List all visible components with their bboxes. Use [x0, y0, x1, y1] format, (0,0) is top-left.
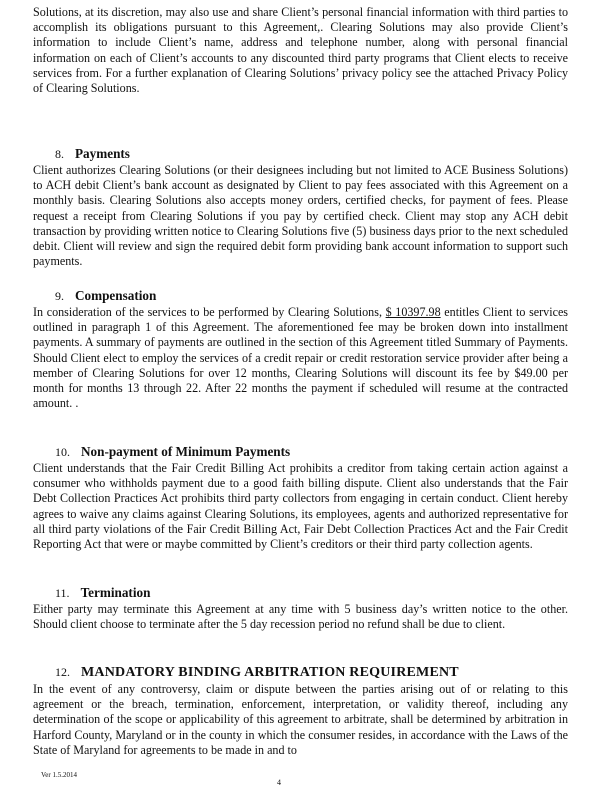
section-number: 10.	[55, 445, 70, 459]
intro-paragraph: Solutions, at its discretion, may also use and share Client’s personal financial information with third parties to accomplish its obligations pursuant to this Agreement,. Clearing Solutions may also provide Client’s information to include Client’s name, address and telephone number, along with personal financial information on each of Client’s accounts to any discounted third party programs that Client elects to receive services from. For a further explanation of Clearing Solutions’ privacy policy see the attached Privacy Policy of Clearing Solutions.	[33, 5, 568, 96]
section-heading	[33, 585, 568, 601]
fee-amount: $ 10397.98	[385, 305, 441, 319]
section-number: 8.	[55, 147, 64, 161]
section-arbitration	[33, 664, 568, 758]
section-title: Non-payment of Minimum Payments	[81, 444, 291, 459]
section-number: 9.	[55, 289, 64, 303]
section-paragraph: In the event of any controversy, claim or dispute between the parties arising out of or relating to this agreement or the breach, termination, enforcement, interpretation, or validity thereof, including any determination of the scope or applicability of this agreement to arbitrate, shall be determined by arbitration in Harford County, Maryland or in the county in which the consumer resides, in accordance with the Laws of the State of Maryland for agreements to be made in and to	[33, 682, 568, 757]
section-paragraph: Client understands that the Fair Credit Billing Act prohibits a creditor from taking certain action against a consumer who withholds payment due to a good faith billing dispute. Client also understands that the Fair Debt Collection Practices Act prohibits third party collectors from engaging in certain conduct. Client hereby agrees to waive any claims against Clearing Solutions, its employees, agents and authorized representative for all third party violations of the Fair Credit Billing Act, Fair Debt Collection Practices Act and the Fair Credit Reporting Act that were or maybe committed by Client’s creditors or their third party collection agents.	[33, 461, 568, 552]
section-title: Compensation	[75, 288, 157, 303]
section-paragraph	[33, 305, 568, 411]
section-number: 11.	[55, 586, 70, 600]
intro-section	[33, 5, 568, 96]
section-paragraph: Either party may terminate this Agreement at any time with 5 business day’s written notice to the other. Should client choose to terminate after the 5 day recession period no refund shall be due to client.	[33, 602, 568, 632]
section-title: MANDATORY BINDING ARBITRATION REQUIREMENT	[81, 665, 459, 680]
version-label: Ver 1.5.2014	[41, 771, 77, 779]
section-number: 12.	[55, 665, 70, 679]
compensation-text-end: entitles Client to services outlined in paragraph 1 of this Agreement. The aforementioned fee may be broken down into installment payments. A summary of payments are outlined in the section of this Agreement titled Summary of Payments. Should Client elect to employ the services of a credit repair or credit restoration service provider after being a member of Clearing Solutions for over 12 months, Clearing Solutions will discount its fee by $49.00 per month for months 13 through 22. After 22 months the payment if scheduled will resume at the contracted amount. .	[33, 305, 569, 411]
section-title: Termination	[80, 585, 151, 600]
section-heading	[33, 444, 568, 460]
section-payments	[33, 146, 568, 269]
section-heading	[33, 288, 568, 304]
section-heading	[33, 664, 568, 681]
section-title: Payments	[75, 146, 130, 161]
page-number: 4	[277, 778, 281, 787]
section-termination	[33, 585, 568, 632]
compensation-text-start: In consideration of the services to be performed by Clearing Solutions,	[33, 305, 382, 319]
section-compensation	[33, 288, 568, 411]
section-paragraph: Client authorizes Clearing Solutions (or their designees including but not limited to ACE Business Solutions) to ACH debit Client’s bank account as designated by Client to pay fees associated with this Agreement on a monthly basis. Clearing Solutions also accepts money orders, certified checks, for payment of fees. Please request a receipt from Clearing Solutions if you pay by certified check. Client may stop any ACH debit transaction by providing written notice to Clearing Solutions five (5) business days prior to the next scheduled debit. Client will review and sign the required debit form providing bank account information to support such payments.	[33, 163, 568, 269]
section-heading	[33, 146, 568, 162]
section-non-payment	[33, 444, 568, 552]
